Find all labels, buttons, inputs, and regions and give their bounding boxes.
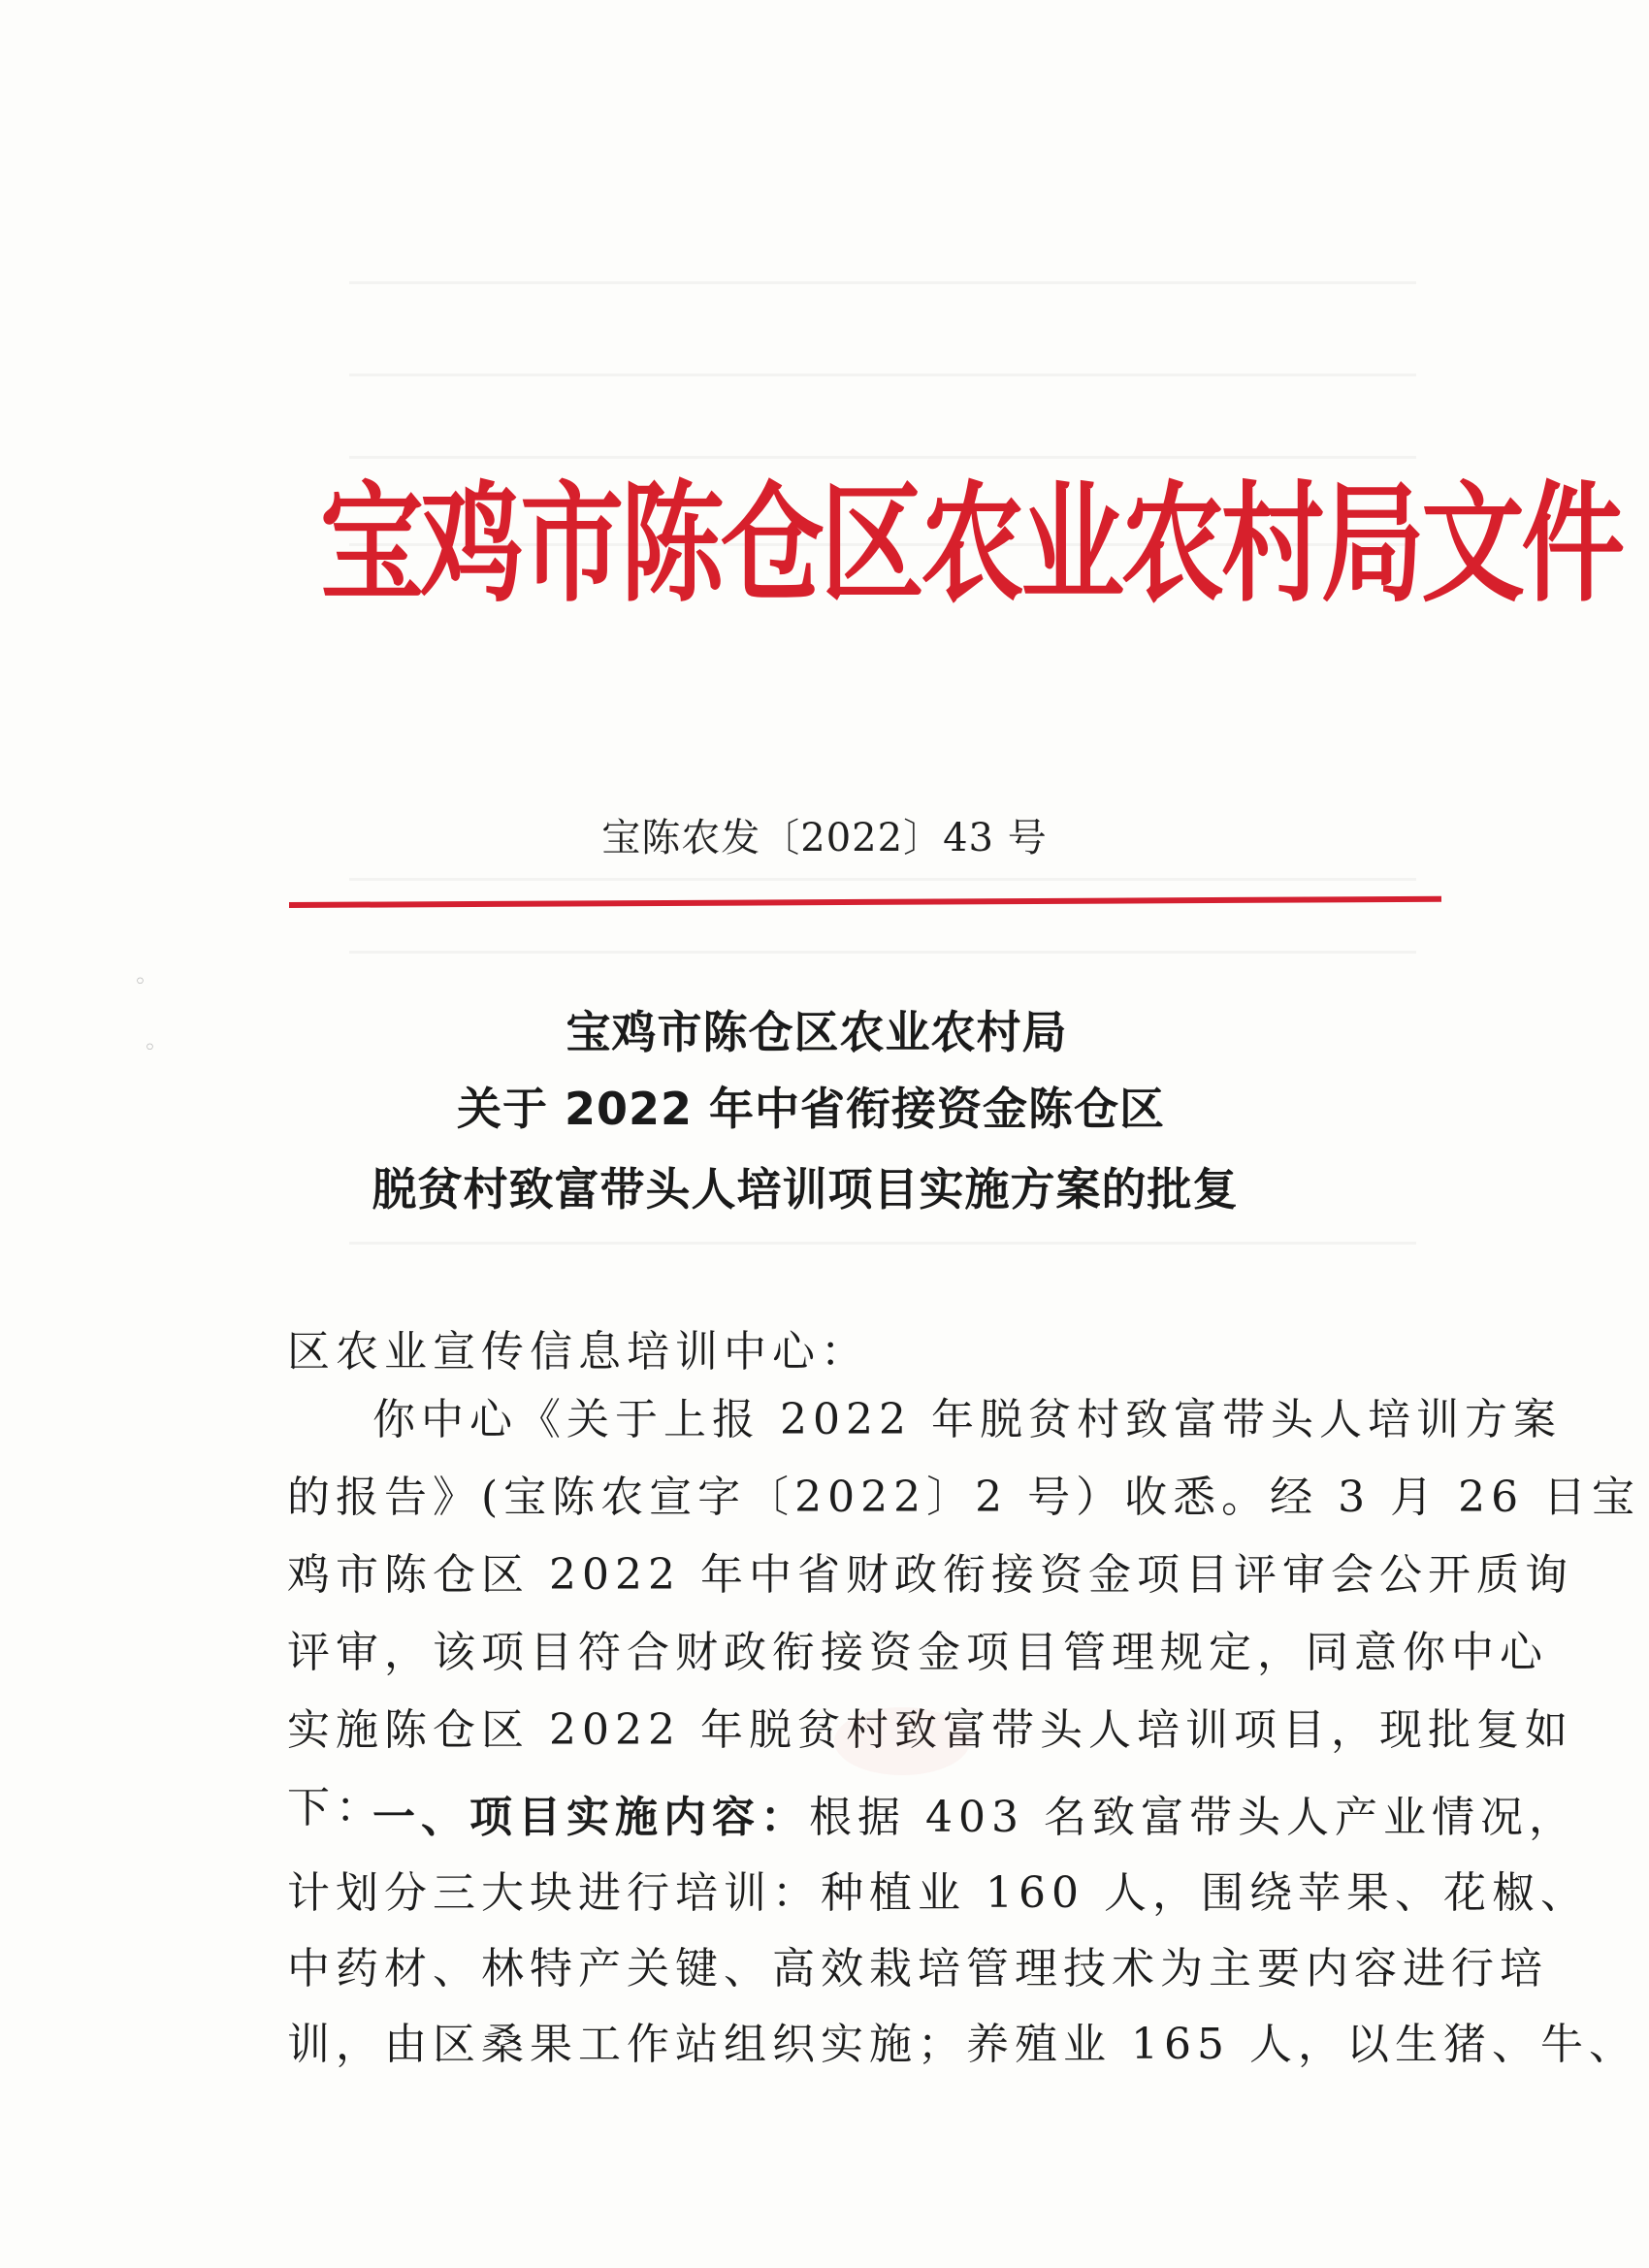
section-line — [287, 1789, 1577, 1864]
paragraph-line: 评审，该项目符合财政衔接资金项目管理规定，同意你中心 — [287, 1628, 1548, 1677]
bleed-through-line — [349, 373, 1416, 376]
section-1-content — [287, 1789, 1637, 2091]
binding-hole-mark: ◦ — [134, 970, 146, 994]
paragraph-line: 实施陈仓区 2022 年脱贫村致富带头人培训项目，现批复如 — [287, 1705, 1573, 1755]
bleed-through-line — [349, 878, 1416, 881]
bleed-through-line — [349, 281, 1416, 284]
section-line-text: 根据 403 名致富带头人产业情况， — [809, 1793, 1577, 1842]
paragraph-line: 的报告》(宝陈农宣字〔2022〕2 号）收悉。经 3 月 26 日宝 — [287, 1473, 1641, 1522]
binding-hole-mark: ◦ — [144, 1036, 156, 1060]
paragraph-line: 下： — [287, 1783, 384, 1832]
paragraph-line: 鸡市陈仓区 2022 年中省财政衔接资金项目评审会公开质询 — [287, 1550, 1573, 1600]
salutation: 区农业宣传信息培训中心： — [287, 1327, 869, 1377]
faint-stamp-trace — [834, 1707, 970, 1775]
section-line: 计划分三大块进行培训：种植业 160 人，围绕苹果、花椒、 — [287, 1868, 1589, 1918]
issuer-red-header: 宝鸡市陈仓区农业农村局文件 — [320, 468, 1622, 621]
paragraph-reply — [287, 1391, 1641, 1857]
document-number: 宝陈农发〔2022〕43 号 — [601, 816, 1048, 860]
section-heading: 一、项目实施内容： — [372, 1793, 809, 1842]
document-title-line-1: 宝鸡市陈仓区农业农村局 — [566, 1006, 1068, 1058]
section-line: 训，由区桑果工作站组织实施；养殖业 165 人，以生猪、牛、 — [287, 2020, 1637, 2069]
section-line: 中药材、林特产关键、高效栽培管理技术为主要内容进行培 — [287, 1944, 1548, 1993]
bleed-through-line — [349, 951, 1416, 954]
red-separator-rule — [289, 896, 1441, 908]
paragraph-line: 你中心《关于上报 2022 年脱贫村致富带头人培训方案 — [372, 1395, 1562, 1444]
bleed-through-line — [349, 1242, 1416, 1245]
document-title-line-2: 关于 2022 年中省衔接资金陈仓区 — [456, 1083, 1166, 1135]
document-title-line-3: 脱贫村致富带头人培训项目实施方案的批复 — [372, 1163, 1239, 1215]
